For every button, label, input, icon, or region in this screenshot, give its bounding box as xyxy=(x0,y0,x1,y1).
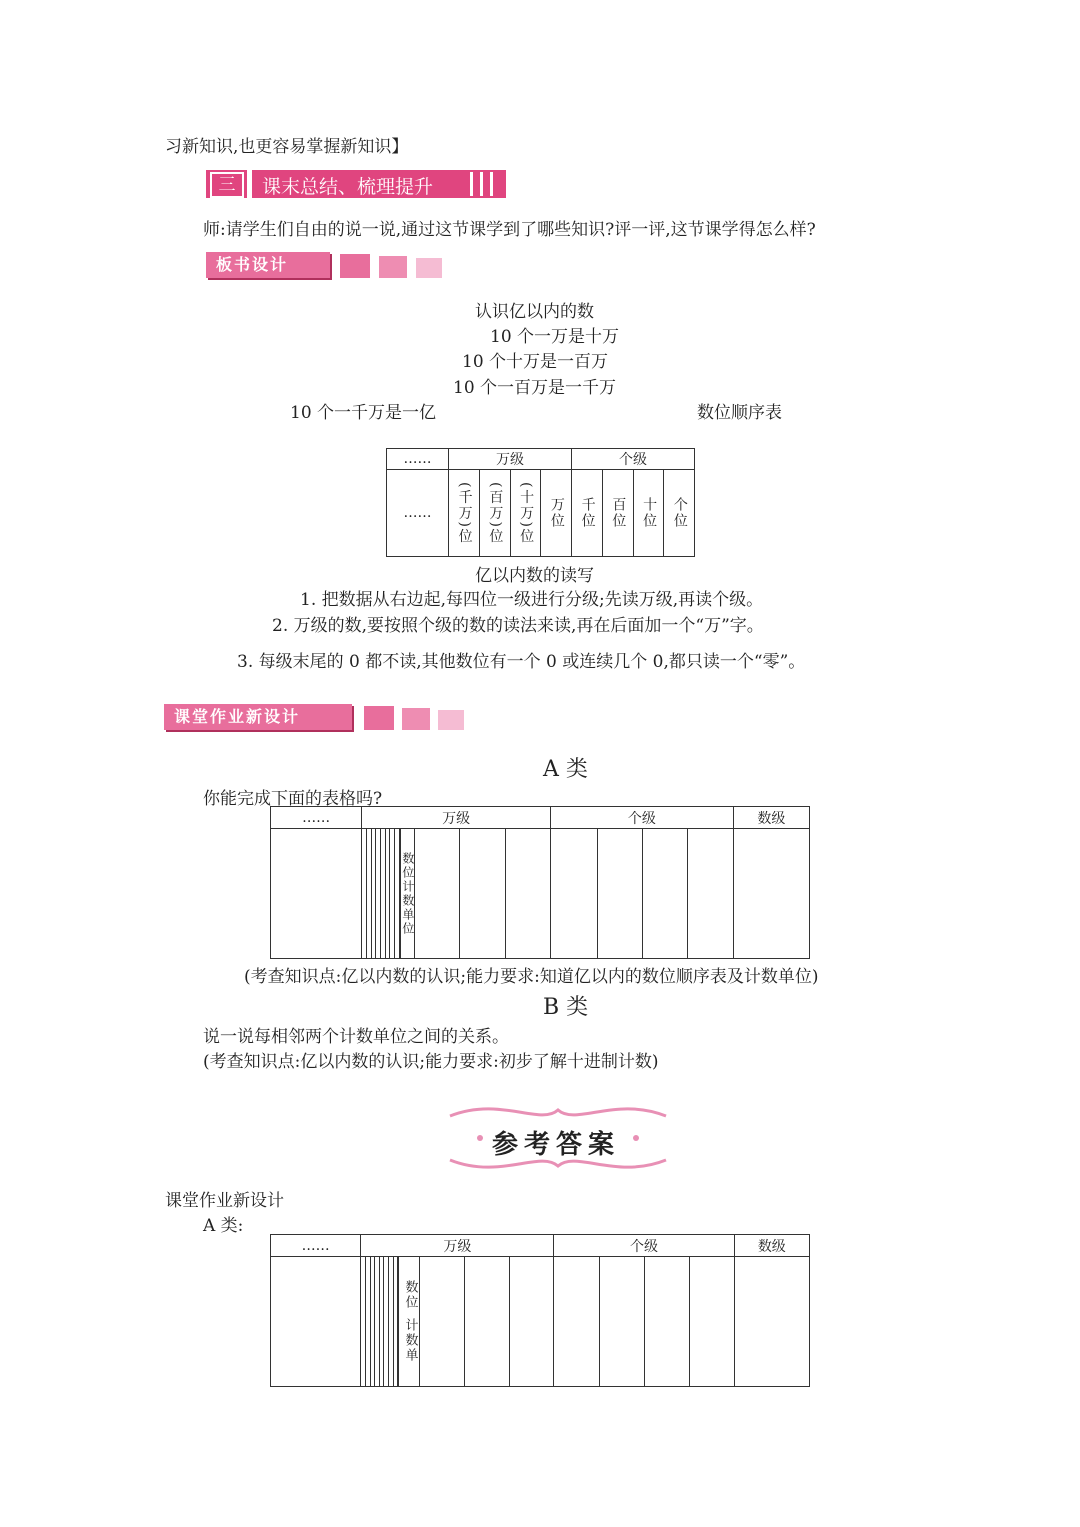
shu-ji-header: 数级 xyxy=(733,807,809,829)
place-col: 百位 xyxy=(610,497,627,529)
board-line: 10 个一万是十万 xyxy=(490,327,620,347)
rule-item: 3. 每级末尾的 0 都不读,其他数位有一个 0 或连续几个 0,都只读一个“零”。 xyxy=(237,652,806,672)
board-line: 10 个一百万是一千万 xyxy=(453,378,617,398)
wan-ji-header: 万级 xyxy=(361,1235,554,1257)
board-line: 10 个一千万是一亿 xyxy=(290,403,437,423)
header-square xyxy=(402,708,430,730)
wan-ji-header: 万级 xyxy=(449,449,572,470)
answers-a-label: A 类: xyxy=(203,1216,244,1236)
answer-banner-title: 参考答案 xyxy=(492,1130,621,1160)
intro-tail: 习新知识,也更容易掌握新知识】 xyxy=(165,137,409,157)
squeezed-cells xyxy=(361,1257,398,1386)
class-a-question: 你能完成下面的表格吗? xyxy=(203,789,383,809)
header-square xyxy=(379,256,407,278)
squeezed-cells xyxy=(362,829,400,958)
section-title: 课末总结、梳理提升 xyxy=(262,176,434,198)
shu-ji-header: 数级 xyxy=(734,1235,809,1257)
row-label-unit: 计数单 xyxy=(402,1318,418,1363)
place-value-table xyxy=(386,448,695,557)
header-square xyxy=(364,706,394,730)
place-col: 千位 xyxy=(579,497,596,529)
ge-ji-header: 个级 xyxy=(551,807,734,829)
header-square xyxy=(438,710,464,730)
answers-heading: 课堂作业新设计 xyxy=(165,1191,284,1211)
place-col: 个位 xyxy=(671,497,688,529)
header-square xyxy=(416,258,442,278)
rule-item: 1. 把数据从右边起,每四位一级进行分级;先读万级,再读个级。 xyxy=(300,590,764,610)
wan-ji-header: 万级 xyxy=(362,807,551,829)
place-col: (十万)位 xyxy=(518,481,535,545)
table-dots: …… xyxy=(387,449,449,470)
ge-ji-header: 个级 xyxy=(572,449,695,470)
ge-ji-header: 个级 xyxy=(554,1235,734,1257)
section-number: 三 xyxy=(210,172,244,198)
class-b-label: B 类 xyxy=(543,995,589,1020)
homework-header: 课堂作业新设计 xyxy=(164,704,352,730)
board-header: 板书设计 xyxy=(206,252,330,278)
header-square xyxy=(340,254,370,278)
class-a-note: (考查知识点:亿以内数的认识;能力要求:知道亿以内的数位顺序表及计数单位) xyxy=(244,967,819,987)
table-label: 数位顺序表 xyxy=(697,403,782,423)
teacher-prompt: 师:请学生们自由的说一说,通过这节课学到了哪些知识?评一评,这节课学得怎么样? xyxy=(203,220,816,240)
place-col: 十位 xyxy=(641,497,658,529)
reading-title: 亿以内数的读写 xyxy=(475,566,594,586)
row-label-digit: 数位 xyxy=(400,851,415,880)
answer-table xyxy=(270,1234,810,1387)
table-dots: …… xyxy=(271,1235,361,1257)
row-label-unit: 计数单位 xyxy=(400,879,415,936)
rule-item: 2. 万级的数,要按照个级的数的读法来读,再在后面加一个“万”字。 xyxy=(272,616,764,636)
exercise-table xyxy=(270,806,810,959)
table-dots: …… xyxy=(387,470,449,557)
board-line: 10 个十万是一百万 xyxy=(462,352,609,372)
class-b-note: (考查知识点:亿以内数的认识;能力要求:初步了解十进制计数) xyxy=(203,1052,659,1072)
place-col: (千万)位 xyxy=(456,481,473,545)
class-b-question: 说一说每相邻两个计数单位之间的关系。 xyxy=(203,1027,509,1047)
board-title: 认识亿以内的数 xyxy=(475,302,594,322)
place-col: 万位 xyxy=(548,497,565,529)
table-dots: …… xyxy=(271,807,362,829)
row-label-digit: 数位 xyxy=(402,1280,418,1310)
place-col: (百万)位 xyxy=(487,481,504,545)
class-a-label: A 类 xyxy=(543,757,588,782)
